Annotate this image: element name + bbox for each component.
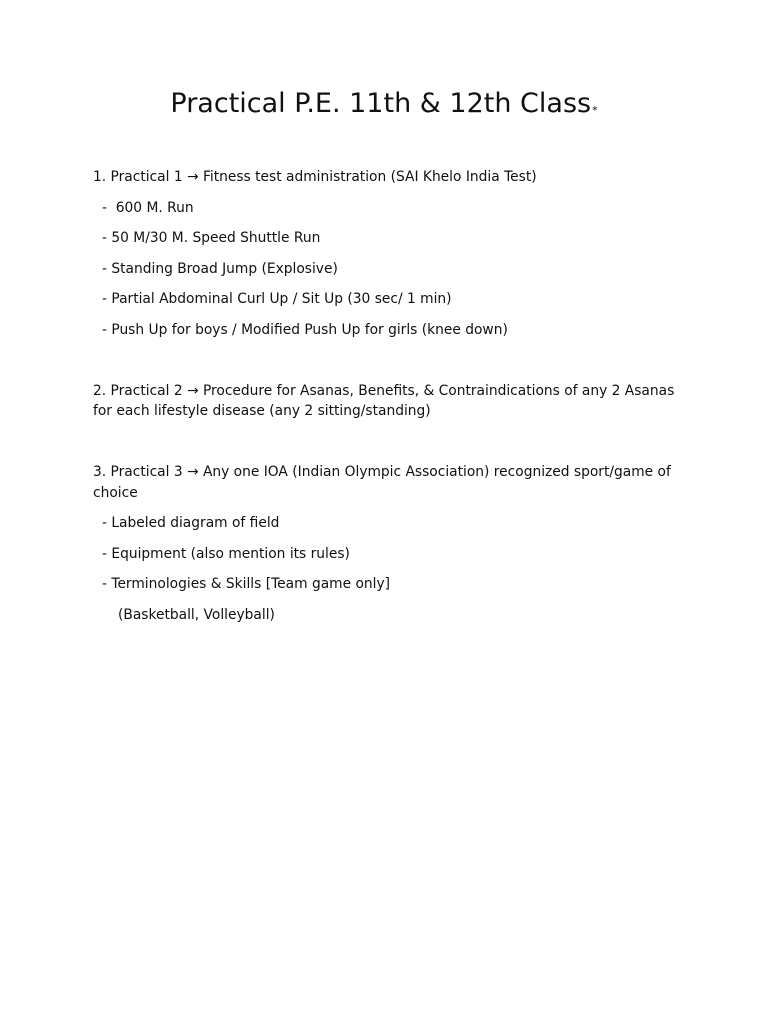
- section-heading: 1. Practical 1 → Fitness test administration (SAI Khelo India Test): [93, 169, 537, 185]
- section-heading: 2. Practical 2 → Procedure for Asanas, Benefits, & Contraindications of any 2 Asanas for each lifestyle disease (any 2 sitting/standing): [93, 382, 675, 419]
- title-mark: *: [592, 104, 598, 117]
- section-practical-3: [93, 462, 683, 625]
- section-practical-1: [93, 167, 683, 340]
- list-note: (Basketball, Volleyball): [118, 606, 275, 623]
- document-title: [0, 86, 768, 129]
- list-item: - Partial Abdominal Curl Up / Sit Up (30 sec/ 1 min): [102, 291, 452, 307]
- list-item: - Push Up for boys / Modified Push Up for girls (knee down): [102, 321, 508, 338]
- section-heading: 3. Practical 3 → Any one IOA (Indian Olympic Association) recognized sport/game of choice: [93, 464, 671, 501]
- list-item: - Labeled diagram of field: [102, 515, 280, 531]
- list-item: - 50 M/30 M. Speed Shuttle Run: [102, 230, 321, 246]
- list-item: - 600 M. Run: [102, 199, 194, 216]
- title-text: Practical P.E. 11th & 12th Class: [170, 88, 592, 119]
- section-practical-2: [93, 381, 683, 422]
- list-item: - Standing Broad Jump (Explosive): [102, 260, 338, 277]
- document-body: [93, 167, 683, 625]
- list-item: - Equipment (also mention its rules): [102, 545, 350, 562]
- list-item: - Terminologies & Skills [Team game only]: [102, 576, 391, 592]
